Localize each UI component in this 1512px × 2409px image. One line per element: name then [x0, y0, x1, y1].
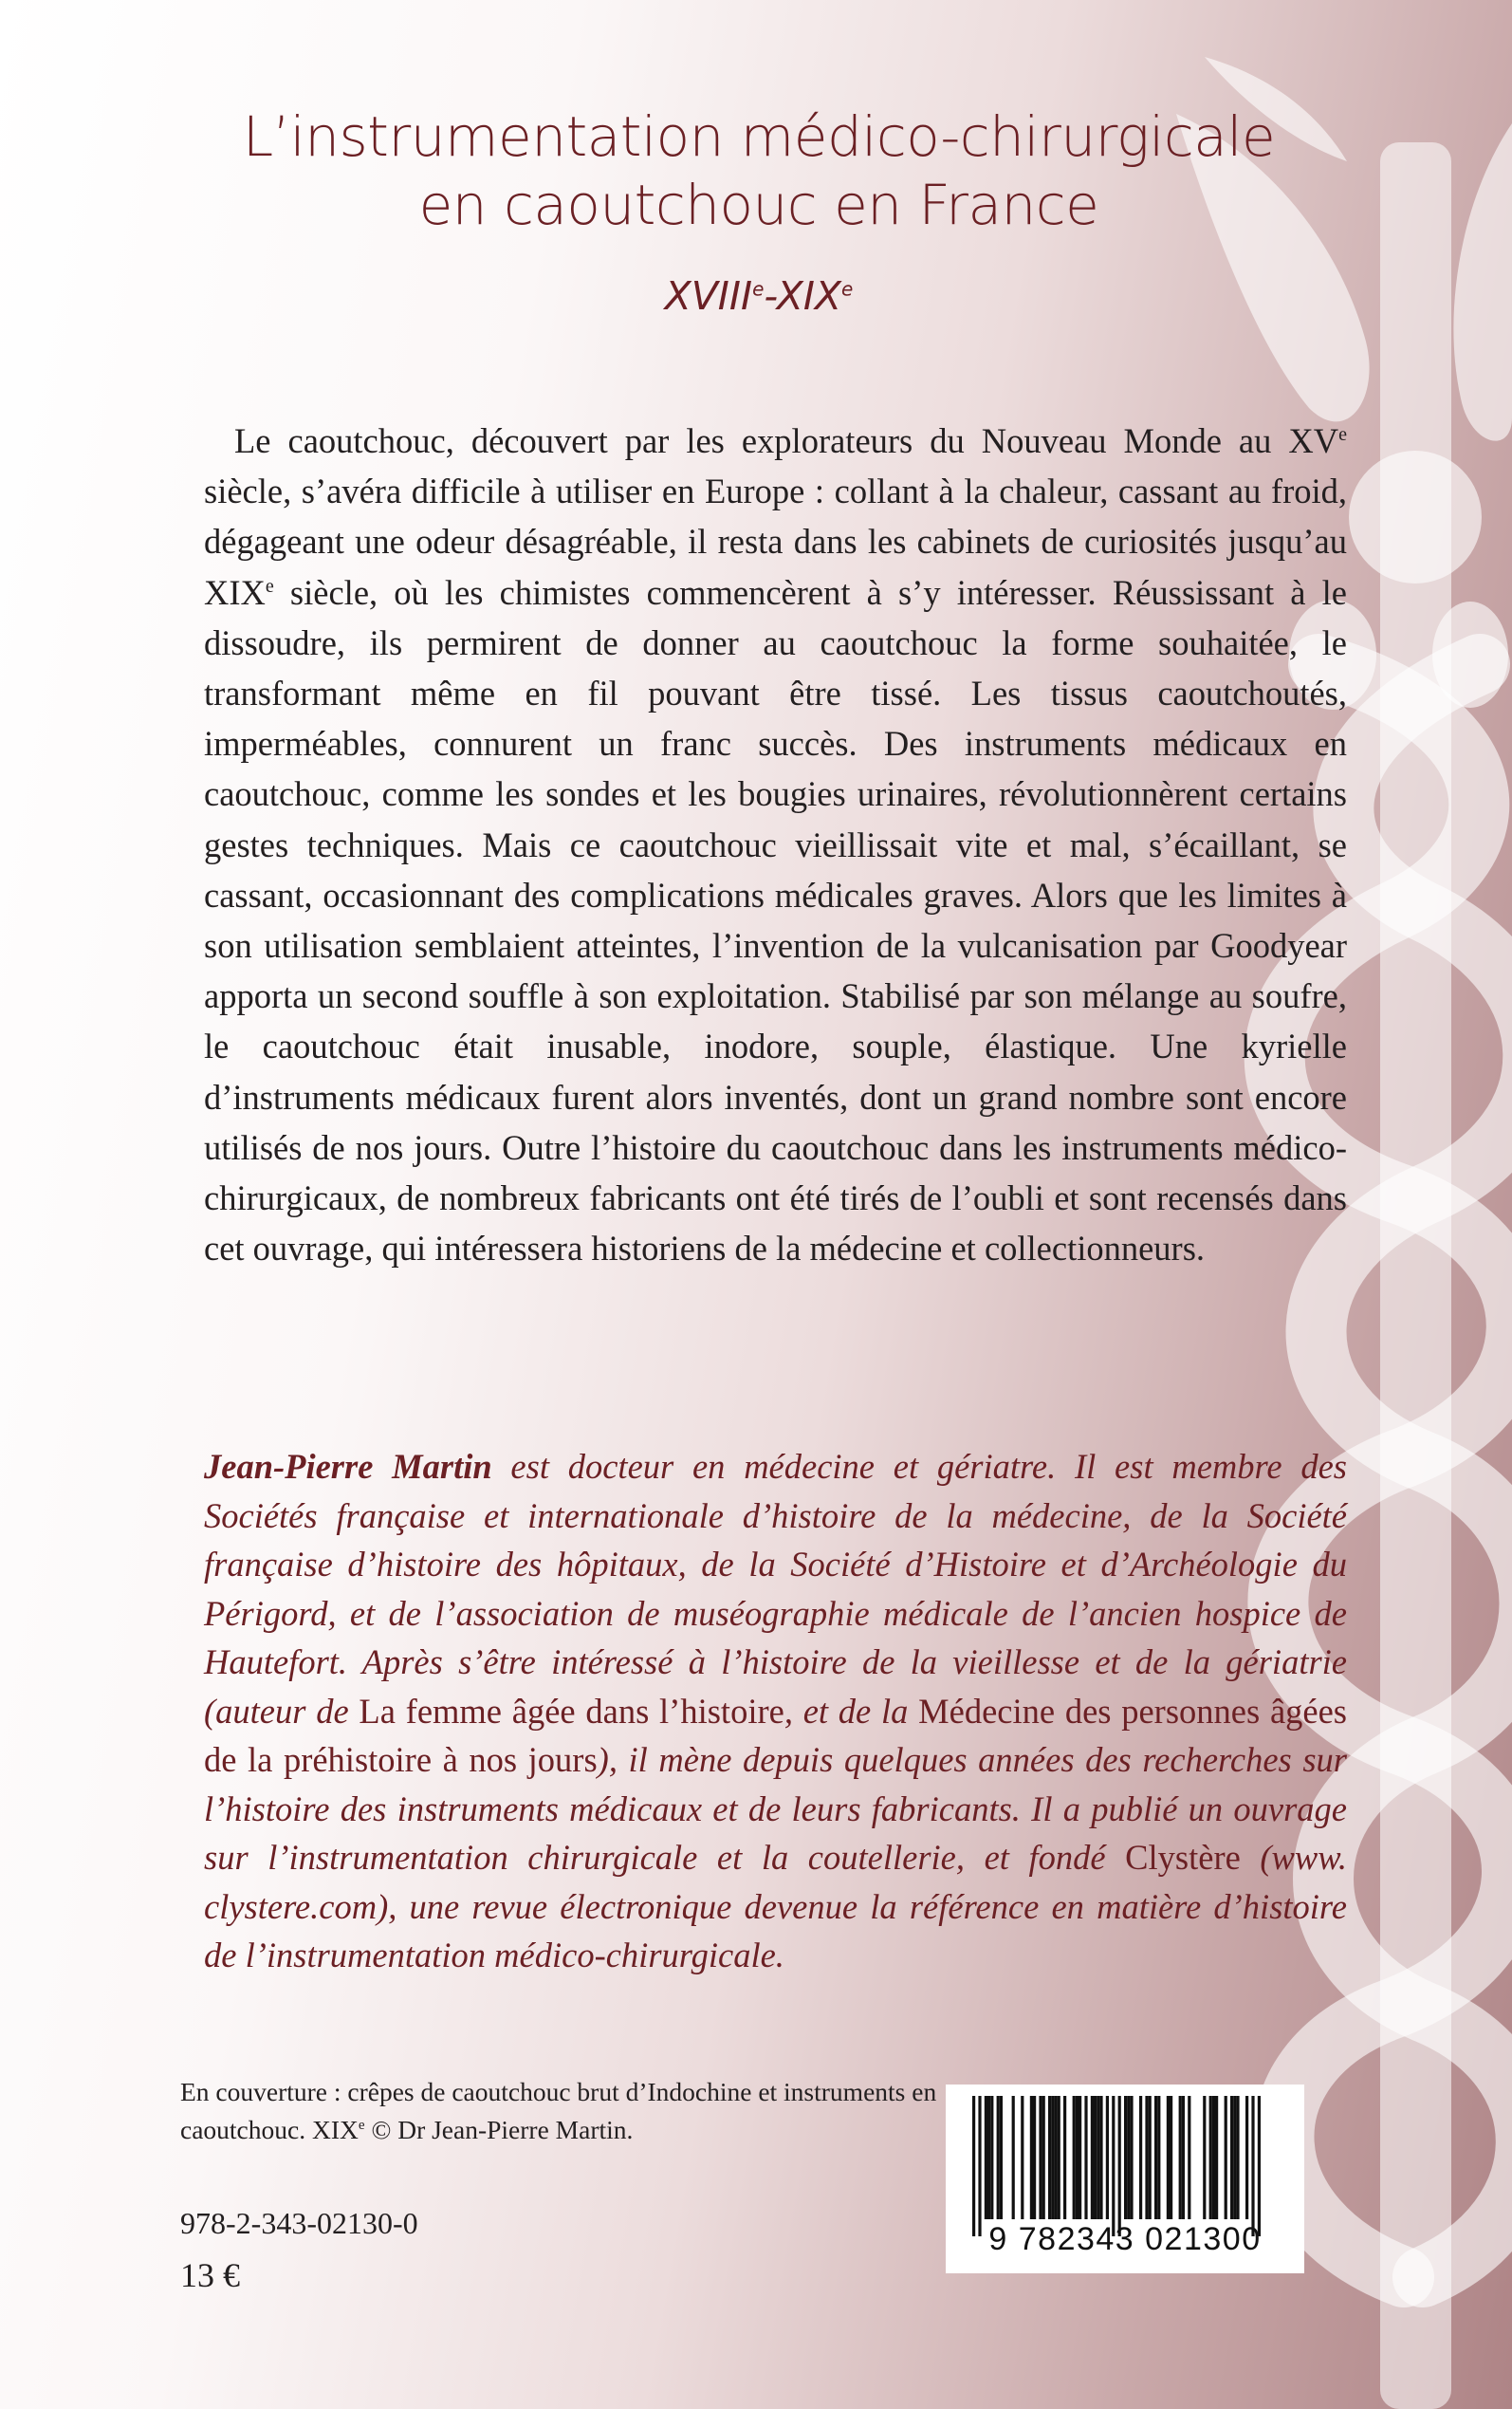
author-name: Jean-Pierre Martin	[204, 1447, 492, 1486]
barcode-bar	[972, 2096, 975, 2236]
barcode-bar	[1139, 2096, 1142, 2219]
barcode-bar	[1033, 2096, 1036, 2219]
barcode-bar	[1203, 2096, 1206, 2219]
barcode-bar	[1167, 2096, 1170, 2219]
credits-sup: e	[358, 2117, 365, 2133]
barcode-bar	[1170, 2096, 1172, 2219]
barcode-bar	[1145, 2096, 1148, 2219]
period-subtitle	[133, 273, 1385, 319]
barcode	[946, 2085, 1304, 2273]
barcode-bar	[1251, 2096, 1254, 2236]
barcode-digits: 9 782343 021300	[988, 2221, 1262, 2257]
barcode-bar	[1063, 2096, 1066, 2219]
barcode-bar	[1225, 2096, 1227, 2219]
summary-part-1: Le caoutchouc, découvert par les explorateurs du Nouveau Monde au XV	[234, 421, 1339, 460]
barcode-bar	[1130, 2096, 1133, 2219]
summary-sup-1: e	[1338, 423, 1347, 445]
barcode-bar	[1042, 2096, 1045, 2219]
century-a-sup: e	[752, 277, 765, 301]
bio-text-4: (www. clystere.com), une revue électronique devenue la référence en matière d’histoire de l’instrumentation médico-chirurgicale.	[204, 1838, 1347, 1974]
bio-journal: Clystère	[1125, 1838, 1241, 1877]
cover-credits	[180, 2073, 939, 2149]
isbn: 978-2-343-02130-0	[180, 2206, 418, 2240]
barcode-bar	[1091, 2096, 1094, 2219]
bio-book-2: Médecine des personnes âgées de la préhistoire à nos jours	[204, 1691, 1348, 1779]
barcode-bar	[1106, 2096, 1109, 2219]
century-b-sup: e	[841, 277, 854, 301]
century-a: XVIII	[664, 273, 753, 319]
barcode-bar	[1149, 2096, 1152, 2219]
barcode-bar	[1000, 2096, 1003, 2219]
bio-book-1: La femme âgée dans l’histoire	[359, 1691, 784, 1731]
price: 13 €	[180, 2256, 240, 2294]
summary-sup-2: e	[265, 575, 274, 597]
barcode-bar	[1084, 2096, 1087, 2219]
barcode-bar	[990, 2096, 993, 2219]
barcode-bar	[1188, 2096, 1190, 2219]
barcode-bar	[1054, 2096, 1057, 2219]
barcode-bar	[1179, 2096, 1182, 2219]
barcode-bar	[1124, 2096, 1127, 2219]
barcode-bar	[1182, 2096, 1185, 2219]
barcode-bar	[1030, 2096, 1033, 2219]
century-separator: -	[764, 273, 777, 319]
barcode-bar	[978, 2096, 981, 2236]
barcode-bar	[1021, 2096, 1023, 2219]
barcode-bar	[1233, 2096, 1236, 2219]
barcode-bar	[1039, 2096, 1042, 2219]
barcode-bar	[1099, 2096, 1102, 2219]
barcode-bar	[987, 2096, 990, 2219]
barcode-bar	[1258, 2096, 1261, 2236]
book-title	[133, 102, 1385, 239]
barcode-bar	[1215, 2096, 1218, 2219]
century-b: XIX	[776, 273, 842, 319]
bio-text-3: ), il mène depuis quelques années des recherches sur l’histoire des instruments médicaux et de leurs fabricants. Il a publié un ouvrage sur l’instrumentation chirurgicale et la coutellerie, et fondé	[204, 1740, 1347, 1877]
summary-part-2: siècle, s’avéra difficile à utiliser en Europe : collant à la chaleur, cassant au froid, dégageant une odeur désagréable, il resta dans les cabinets de curiosités jusqu’au XIX	[204, 472, 1347, 612]
barcode-bar	[1112, 2096, 1115, 2236]
barcode-bar	[1073, 2096, 1076, 2219]
bio-text-1: est docteur en médecine et gériatre. Il est membre des Sociétés française et internationale d’histoire de la médecine, de la Société française d’histoire des hôpitaux, de la Société d’Histoire et d’Archéologie du Périgord, et de l’association de muséographie médicale de l’ancien hospice de Hautefort. Après s’être intéressé à l’histoire de la vieillesse et de la gériatrie (auteur de	[204, 1447, 1347, 1731]
credits-text-2: © Dr Jean-Pierre Martin.	[364, 2115, 634, 2144]
barcode-bar	[1154, 2096, 1157, 2219]
barcode-bar	[1209, 2096, 1212, 2219]
barcode-bar	[1012, 2096, 1015, 2219]
summary-part-3: siècle, où les chimistes commencèrent à s’y intéresser. Réussissant à le dissoudre, ils permirent de donner au caoutchouc la forme souhaitée, le transformant même en fil pouvant être tissé. Les tissus caoutchoutés, imperméables, connurent un franc succès. Des instruments médicaux en caoutchouc, comme les sondes et les bougies urinaires, révolutionnèrent certains gestes techniques. Mais ce caoutchouc vieillissait vite et mal, s’écaillant, se cassant, occasionnant des complications médicales graves. Alors que les limites à son utilisation semblaient atteintes, l’invention de la vulcanisation par Goodyear apporta un second souffle à son exploitation. Stabilisé par son mélange au soufre, le caoutchouc était inusable, inodore, souple, élastique. Une kyrielle d’instruments médicaux furent alors inventés, dont un grand nombre sont encore utilisés de nos jours. Outre l’histoire du caoutchouc dans les instruments médico-chirurgicaux, de nombreux fabricants ont été tirés de l’oubli et sont recensés dans cet ouvrage, qui intéressera historiens de la médecine et collectionneurs.	[204, 572, 1347, 1269]
barcode-bar	[1048, 2096, 1051, 2219]
barcode-bar	[1097, 2096, 1099, 2219]
title-line-2: en caoutchouc en France	[418, 173, 1099, 237]
barcode-bar	[1094, 2096, 1097, 2219]
bio-text-2: , et de la	[784, 1691, 919, 1731]
author-bio	[204, 1442, 1347, 1980]
book-summary	[204, 416, 1347, 1273]
barcode-bar	[1079, 2096, 1081, 2219]
barcode-bar	[1051, 2096, 1054, 2219]
barcode-bar	[1212, 2096, 1215, 2219]
credits-text-1: En couverture : crêpes de caoutchouc brut d’Indochine et instruments en caoutchouc. XIX	[180, 2077, 937, 2144]
title-line-1: L’instrumentation médico-chirurgicale	[242, 104, 1276, 169]
barcode-bar	[1076, 2096, 1079, 2219]
barcode-bar	[985, 2096, 987, 2219]
barcode-bar	[1118, 2096, 1121, 2236]
barcode-bar	[1230, 2096, 1233, 2219]
barcode-bar	[1127, 2096, 1130, 2219]
barcode-bar	[1236, 2096, 1239, 2219]
barcode-bar	[1058, 2096, 1060, 2219]
barcode-bar	[1245, 2096, 1248, 2219]
barcode-bar	[997, 2096, 1000, 2219]
barcode-bar	[1157, 2096, 1160, 2219]
